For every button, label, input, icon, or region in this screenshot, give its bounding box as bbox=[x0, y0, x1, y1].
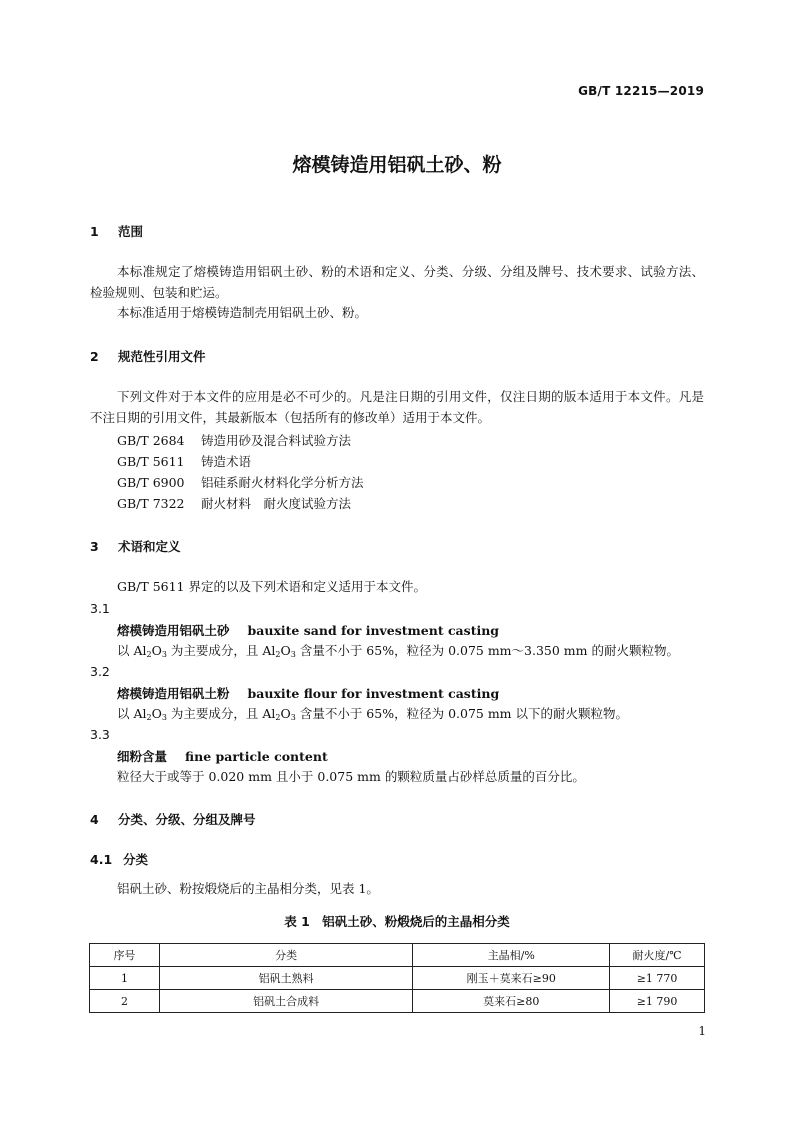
section-3-heading bbox=[90, 537, 181, 555]
section-title: 规范性引用文件 bbox=[118, 349, 206, 364]
reference-name: 铸造术语 bbox=[201, 454, 252, 469]
table-cell: 1 bbox=[90, 967, 160, 990]
table-cell: ≥1 790 bbox=[610, 990, 705, 1013]
reference-item bbox=[117, 494, 351, 512]
term-definition: 以 $Al_2O_3$ 为主要成分，且 $Al_2O_3$ 含量不小于 65%，粒径为 0.075 mm～3.350 mm 的耐火颗粒物。 bbox=[117, 643, 679, 659]
section-number: 3 bbox=[90, 539, 99, 554]
def-part: 以 Al bbox=[117, 643, 147, 658]
term-number: 3.3 bbox=[90, 727, 110, 742]
term-heading bbox=[117, 621, 499, 639]
table-header-cell: 序号 bbox=[90, 944, 160, 967]
table-cell: 铝矾土合成料 bbox=[159, 990, 413, 1013]
section-title: 范围 bbox=[118, 224, 144, 239]
term-chinese: 熔模铸造用铝矾土粉 bbox=[117, 686, 230, 701]
table-cell: 2 bbox=[90, 990, 160, 1013]
reference-item bbox=[117, 452, 251, 470]
section-4-heading bbox=[90, 810, 256, 828]
table-row bbox=[90, 990, 705, 1013]
def-part: O bbox=[151, 643, 162, 658]
section-title: 分类、分级、分组及牌号 bbox=[118, 812, 256, 827]
table-header-row bbox=[90, 944, 705, 967]
terms-intro-paragraph: GB/T 5611 界定的以及下列术语和定义适用于本文件。 bbox=[117, 579, 426, 594]
subsection-title: 分类 bbox=[123, 852, 149, 867]
scope-paragraph-1: 本标准规定了熔模铸造用铝矾土砂、粉的术语和定义、分类、分级、分组及牌号、技术要求、试验方法、检验规则、包装和贮运。 bbox=[90, 264, 704, 300]
def-part: 含量不小于 65%，粒径为 0.075 mm 以下的耐火颗粒物。 bbox=[295, 706, 629, 721]
section-1-heading bbox=[90, 222, 143, 240]
table-header-cell: 耐火度/℃ bbox=[610, 944, 705, 967]
term-english: fine particle content bbox=[185, 749, 328, 764]
def-part: O bbox=[280, 706, 291, 721]
reference-name: 铸造用砂及混合料试验方法 bbox=[201, 433, 352, 448]
reference-item bbox=[117, 473, 364, 491]
reference-code: GB/T 5611 bbox=[117, 454, 185, 469]
def-part: O bbox=[280, 643, 291, 658]
reference-code: GB/T 2684 bbox=[117, 433, 185, 448]
term-chinese: 熔模铸造用铝矾土砂 bbox=[117, 623, 230, 638]
section-2-heading bbox=[90, 347, 206, 365]
term-heading bbox=[117, 684, 499, 702]
subsection-4-1-heading bbox=[90, 850, 148, 868]
classification-paragraph: 铝矾土砂、粉按煅烧后的主晶相分类，见表 1。 bbox=[117, 881, 379, 896]
def-part: 为主要成分，且 Al bbox=[166, 643, 276, 658]
table-caption: 表 1 铝矾土砂、粉煅烧后的主晶相分类 bbox=[284, 914, 510, 929]
term-definition: 粒径大于或等于 0.020 mm 且小于 0.075 mm 的颗粒质量占砂样总质量的百分比。 bbox=[117, 769, 585, 784]
document-title: 熔模铸造用铝矾土砂、粉 bbox=[292, 154, 502, 176]
table-row bbox=[90, 967, 705, 990]
term-number: 3.2 bbox=[90, 664, 110, 679]
reference-name: 铝硅系耐火材料化学分析方法 bbox=[201, 475, 364, 490]
section-number: 2 bbox=[90, 349, 99, 364]
section-number: 4 bbox=[90, 812, 99, 827]
section-number: 1 bbox=[90, 224, 99, 239]
def-part: 为主要成分，且 Al bbox=[166, 706, 276, 721]
table-cell: ≥1 770 bbox=[610, 967, 705, 990]
term-heading bbox=[117, 747, 328, 765]
reference-item bbox=[117, 431, 351, 449]
term-number: 3.1 bbox=[90, 601, 110, 616]
page-number: 1 bbox=[698, 1024, 706, 1038]
def-part: 含量不小于 65%，粒径为 0.075 mm～3.350 mm 的耐火颗粒物。 bbox=[295, 643, 679, 658]
table-cell: 刚玉＋莫来石≥90 bbox=[413, 967, 610, 990]
term-definition: 以 $Al_2O_3$ 为主要成分，且 $Al_2O_3$ 含量不小于 65%，粒径为 0.075 mm 以下的耐火颗粒物。 bbox=[117, 706, 629, 722]
term-english: bauxite sand for investment casting bbox=[247, 623, 500, 638]
def-part: O bbox=[151, 706, 162, 721]
section-title: 术语和定义 bbox=[118, 539, 181, 554]
table-cell: 铝矾土熟料 bbox=[159, 967, 413, 990]
scope-paragraph-2: 本标准适用于熔模铸造制壳用铝矾土砂、粉。 bbox=[117, 305, 368, 320]
reference-name: 耐火材料 耐火度试验方法 bbox=[201, 496, 352, 511]
reference-code: GB/T 6900 bbox=[117, 475, 185, 490]
standard-number: GB/T 12215—2019 bbox=[578, 84, 704, 98]
table-cell: 莫来石≥80 bbox=[413, 990, 610, 1013]
table-header-cell: 分类 bbox=[159, 944, 413, 967]
reference-code: GB/T 7322 bbox=[117, 496, 185, 511]
classification-table bbox=[89, 943, 705, 1013]
def-part: 以 Al bbox=[117, 706, 147, 721]
table-header-cell: 主晶相/% bbox=[413, 944, 610, 967]
references-intro-paragraph: 下列文件对于本文件的应用是必不可少的。凡是注日期的引用文件，仅注日期的版本适用于本文件。凡是不注日期的引用文件，其最新版本（包括所有的修改单）适用于本文件。 bbox=[90, 389, 704, 425]
term-chinese: 细粉含量 bbox=[117, 749, 168, 764]
subsection-number: 4.1 bbox=[90, 852, 113, 867]
term-english: bauxite flour for investment casting bbox=[247, 686, 500, 701]
